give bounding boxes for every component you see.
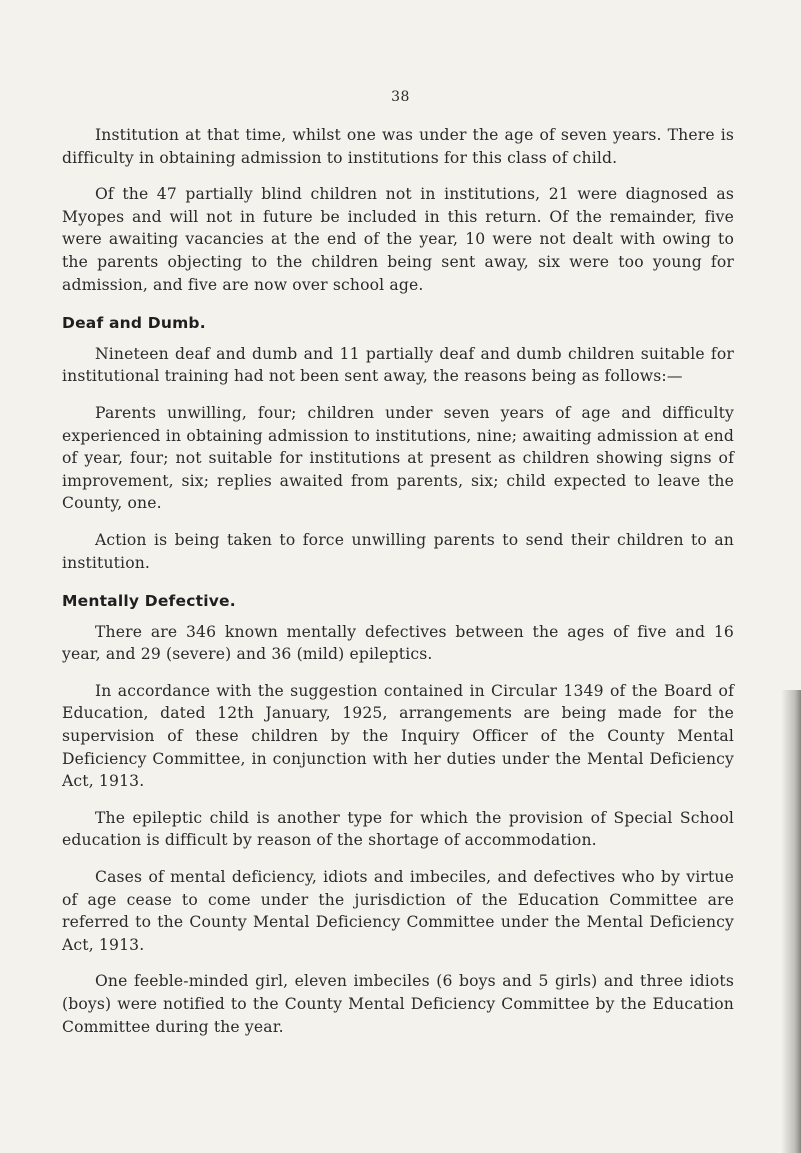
section-heading-mentally-defective: Mentally Defective. (62, 592, 236, 611)
paragraph: The epileptic child is another type for which the provision of Special School education is difficult by reason of the shortage of accommodation. (62, 808, 734, 850)
paragraph: Nineteen deaf and dumb and 11 partially deaf and dumb children suitable for institutional training had not been sent away, the reasons being as follows:— (62, 344, 734, 386)
section-heading-deaf-and-dumb: Deaf and Dumb. (62, 314, 206, 333)
paragraph: Of the 47 partially blind children not in institutions, 21 were diagnosed as Myopes and will not in future be included in this return. Of the remainder, five were awaiting vacancies at the end of the year, 10 were not dealt with owing to the parents objecting to the children being sent away, six were too young for admission, and five are now over school age. (62, 185, 734, 294)
paragraph: There are 346 known mentally defectives between the ages of five and 16 year, and 29 (severe) and 36 (mild) epileptics. (62, 622, 734, 664)
paragraph: In accordance with the suggestion contained in Circular 1349 of the Board of Education, dated 12th January, 1925, arrangements are being made for the supervision of these children by the Inquiry Officer of the County Mental Deficiency Committee, in conjunction with her duties under the Mental Deficiency Act, 1913. (62, 681, 734, 791)
page-number: 38 (391, 89, 410, 105)
page-edge-shadow (781, 690, 801, 1153)
paragraph: Institution at that time, whilst one was under the age of seven years. There is difficulty in obtaining admission to institutions for this class of child. (62, 126, 734, 167)
paragraph: Parents unwilling, four; children under seven years of age and difficulty experienced in obtaining admission to institutions, nine; awaiting admission at end of year, four; not suitable for institutions at present as children showing signs of improvement, six; replies awaited from parents, six; child expected to leave the County, one. (62, 403, 734, 513)
paragraph: Action is being taken to force unwilling parents to send their children to an institution. (62, 530, 734, 572)
document-body (62, 124, 734, 1052)
paragraph: Cases of mental deficiency, idiots and imbeciles, and defectives who by virtue of age cease to come under the jurisdiction of the Education Committee are referred to the County Mental Deficiency Committee under the Mental Deficiency Act, 1913. (62, 868, 734, 954)
paragraph: One feeble-minded girl, eleven imbeciles (6 boys and 5 girls) and three idiots (boys) were notified to the County Mental Deficiency Committee by the Education Committee during the year. (62, 972, 734, 1036)
